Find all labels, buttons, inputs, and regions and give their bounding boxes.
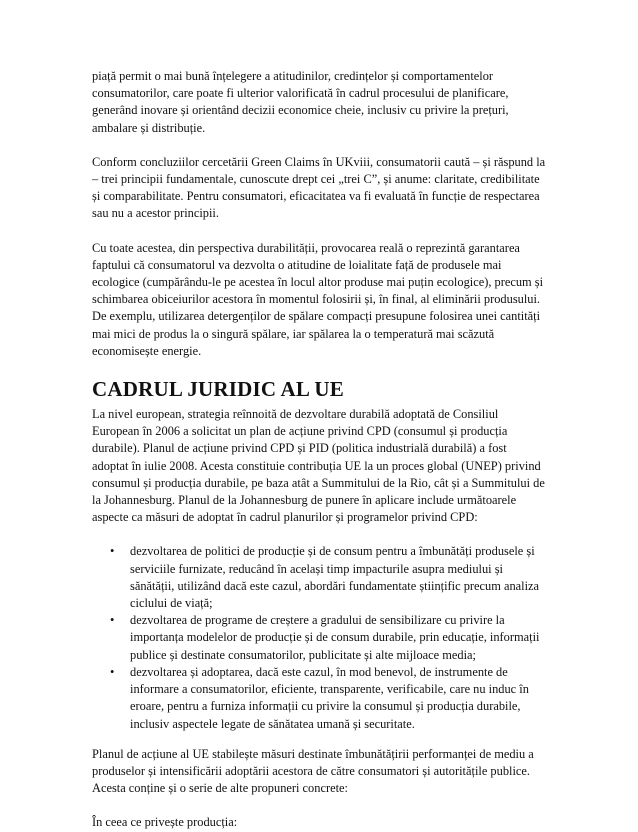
bullet-icon: • [110,613,115,628]
list-item-text: dezvoltarea de programe de creștere a gradului de sensibilizare cu privire la importanța modelelor de producție și de consum durabile, prin educație, informații publice și destinate consumatorilor, publicitate și alte mijloace media; [130,613,540,662]
section-heading: CADRUL JURIDIC AL UE [92,377,344,402]
list-item [110,612,546,664]
paragraph-eu-strategy: La nivel european, strategia reînnoită de dezvoltare durabilă adoptată de Consiliul European în 2006 a solicitat un plan de acțiune privind CPD (consumul și producția durabile). Planul de acțiune privind CPD și PID (politica industrială durabilă) a fost adoptat în iulie 2008. Acesta constituie contribuția UE la un proces global (UNEP) privind consumul și producția durabile, pe baza atât a Summitului de la Rio, cât și a Summitului de la Johannesburg. Planul de la Johannesburg de punere în aplicare include următoarele aspecte ca măsuri de adoptat în cadrul planurilor și programelor privind CPD: [92,407,545,525]
bullet-icon: • [110,544,115,559]
list-item-text: dezvoltarea și adoptarea, dacă este cazul, în mod benevol, de instrumente de informare a consumatorilor, eficiente, transparente, verificabile, care nu induc în eroare, pentru a furniza informații cu privire la consumul și producția durabile, inclusiv aspectele legate de sănătatea umană și securitate. [130,664,529,731]
paragraph-sustainability-challenge: Cu toate acestea, din perspectiva durabilității, provocarea reală o reprezintă garantarea faptului că consumatorul va dezvolta o atitudine de loialitate față de produsele mai ecologice (cumpărându-le pe acestea în locul altor produse mai puțin ecologice), precum și schimbarea obiceiurilor acestora în momentul folosirii și, în final, al eliminării produsului. De exemplu, utilizarea detergenților de spălare compacți presupune folosirea unei cantități mai mici de produs la o singură spălare, iar spălarea la o temperatură mai scăzută economisește energie. [92,240,544,358]
document-page [92,68,546,832]
list-item [110,664,546,733]
list-item [110,543,546,612]
paragraph-action-plan: Planul de acțiune al UE stabilește măsuri destinate îmbunătățirii performanței de mediu a produselor și intensificării adoptării acestora de către consumatori și autoritățile publice. Acesta conține și o serie de alte propuneri concrete: [92,746,534,796]
bullet-icon: • [110,664,115,679]
list-item-text: dezvoltarea de politici de producție și de consum pentru a îmbunătăți produsele și serviciile furnizate, reducând în același timp impacturile asupra mediului și sănătății, utilizând dacă este cazul, abordări fundamentate științific precum analiza ciclului de viață; [130,544,540,611]
paragraph-production-intro: În ceea ce privește producția: [92,815,238,830]
paragraph-green-claims: Conform concluziilor cercetării Green Claims în UKviii, consumatorii caută – și răspund la – trei principii fundamentale, cunoscute drept cei „trei C”, și anume: claritate, credibilitate și comparabilitate. Pentru consumatori, eficacitatea va fi evaluată în funcție de respectarea sau nu a acestor principii. [92,154,546,221]
measures-list [92,543,546,732]
paragraph-market-understanding: piață permit o mai bună înțelegere a atitudinilor, credințelor și comportamentelor consumatorilor, care poate fi ulterior valorificată în cadrul procesului de planificare, generând inovare și orientând decizii economice cheie, inclusiv cu privire la prețuri, ambalare și distribuție. [92,69,509,135]
